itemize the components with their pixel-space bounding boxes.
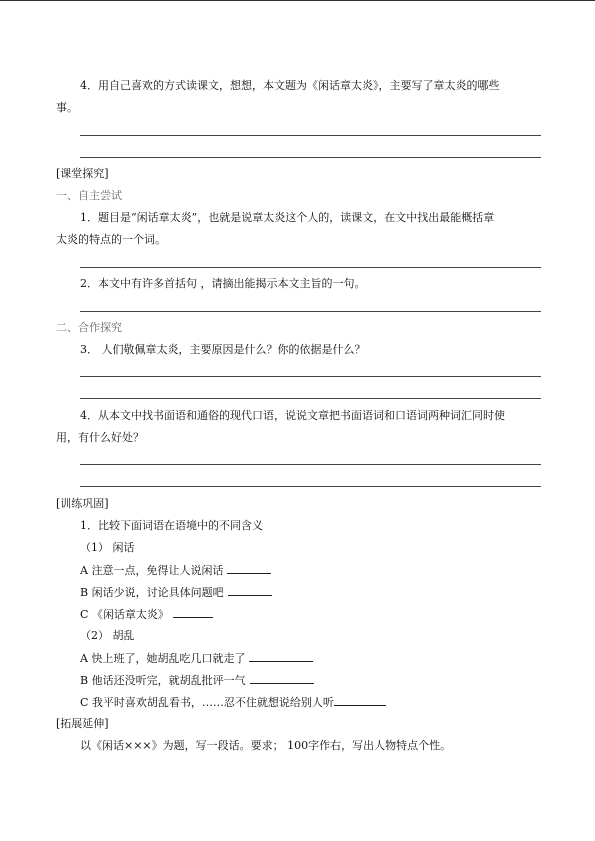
answer-line[interactable] xyxy=(80,486,541,487)
part1-title: 一、自主尝试 xyxy=(56,189,122,202)
list-item xyxy=(80,695,386,710)
practice-q1: 1．比较下面词语在语境中的不同含义 xyxy=(80,519,263,532)
part2-q4-line2: 用，有什么好处？ xyxy=(56,431,144,444)
list-item xyxy=(80,563,271,578)
fill-blank[interactable] xyxy=(249,651,313,662)
answer-line[interactable] xyxy=(80,267,541,268)
sub2-item-a: A 快上班了，她胡乱吃几口就走了 xyxy=(80,652,246,665)
q4-line2: 事。 xyxy=(56,101,78,114)
answer-line[interactable] xyxy=(80,464,541,465)
list-item xyxy=(80,673,314,688)
page-top-border xyxy=(0,0,595,1)
fill-blank[interactable] xyxy=(334,695,386,706)
answer-line[interactable] xyxy=(80,376,541,377)
section-heading-practice: [训练巩固] xyxy=(56,497,109,510)
part1-q2: 2．本文中有许多首括句 ，请摘出能揭示本文主旨的一句。 xyxy=(80,277,366,290)
part1-q1-line1: 1．题目是“闲话章太炎”，也就是说章太炎这个人的，读课文，在文中找出最能概括章 xyxy=(80,211,495,224)
q4-line1: 4．用自己喜欢的方式读课文，想想，本文题为《闲话章太炎》，主要写了章太炎的哪些 xyxy=(80,79,500,92)
fill-blank[interactable] xyxy=(173,607,213,618)
list-item xyxy=(80,651,313,666)
sub2-title: （2） 胡乱 xyxy=(80,629,135,642)
part2-q3: 3． 人们敬佩章太炎，主要原因是什么？你的依据是什么？ xyxy=(80,343,366,356)
sub1-item-b: B 闲话少说，讨论具体问题吧 xyxy=(80,586,224,599)
fill-blank[interactable] xyxy=(227,563,271,574)
answer-line[interactable] xyxy=(80,311,541,312)
sub2-item-c: C 我平时喜欢胡乱看书，……忍不住就想说给别人听 xyxy=(80,696,334,709)
sub1-item-c: C 《闲话章太炎》 xyxy=(80,608,169,621)
part2-title: 二、合作探究 xyxy=(56,321,122,334)
sub1-item-a: A 注意一点，免得让人说闲话 xyxy=(80,564,224,577)
list-item xyxy=(80,607,213,622)
answer-line[interactable] xyxy=(80,135,541,136)
sub2-item-b: B 他话还没听完，就胡乱批评一气 xyxy=(80,674,246,687)
part2-q4-line1: 4．从本文中找书面语和通俗的现代口语，说说文章把书面语词和口语词两种词汇同时使 xyxy=(80,409,505,422)
list-item xyxy=(80,585,272,600)
fill-blank[interactable] xyxy=(228,585,272,596)
section-heading-inclass: [课堂探究] xyxy=(56,167,109,180)
sub1-title: （1） 闲话 xyxy=(80,541,135,554)
part1-q1-line2: 太炎的特点的一个词。 xyxy=(56,233,166,246)
answer-line[interactable] xyxy=(80,398,541,399)
section-heading-extend: [拓展延伸] xyxy=(56,717,109,730)
fill-blank[interactable] xyxy=(250,673,314,684)
extend-text: 以《闲话×××》为题，写一段话。要求； 100字作右，写出人物特点个性。 xyxy=(80,739,452,752)
answer-line[interactable] xyxy=(80,157,541,158)
